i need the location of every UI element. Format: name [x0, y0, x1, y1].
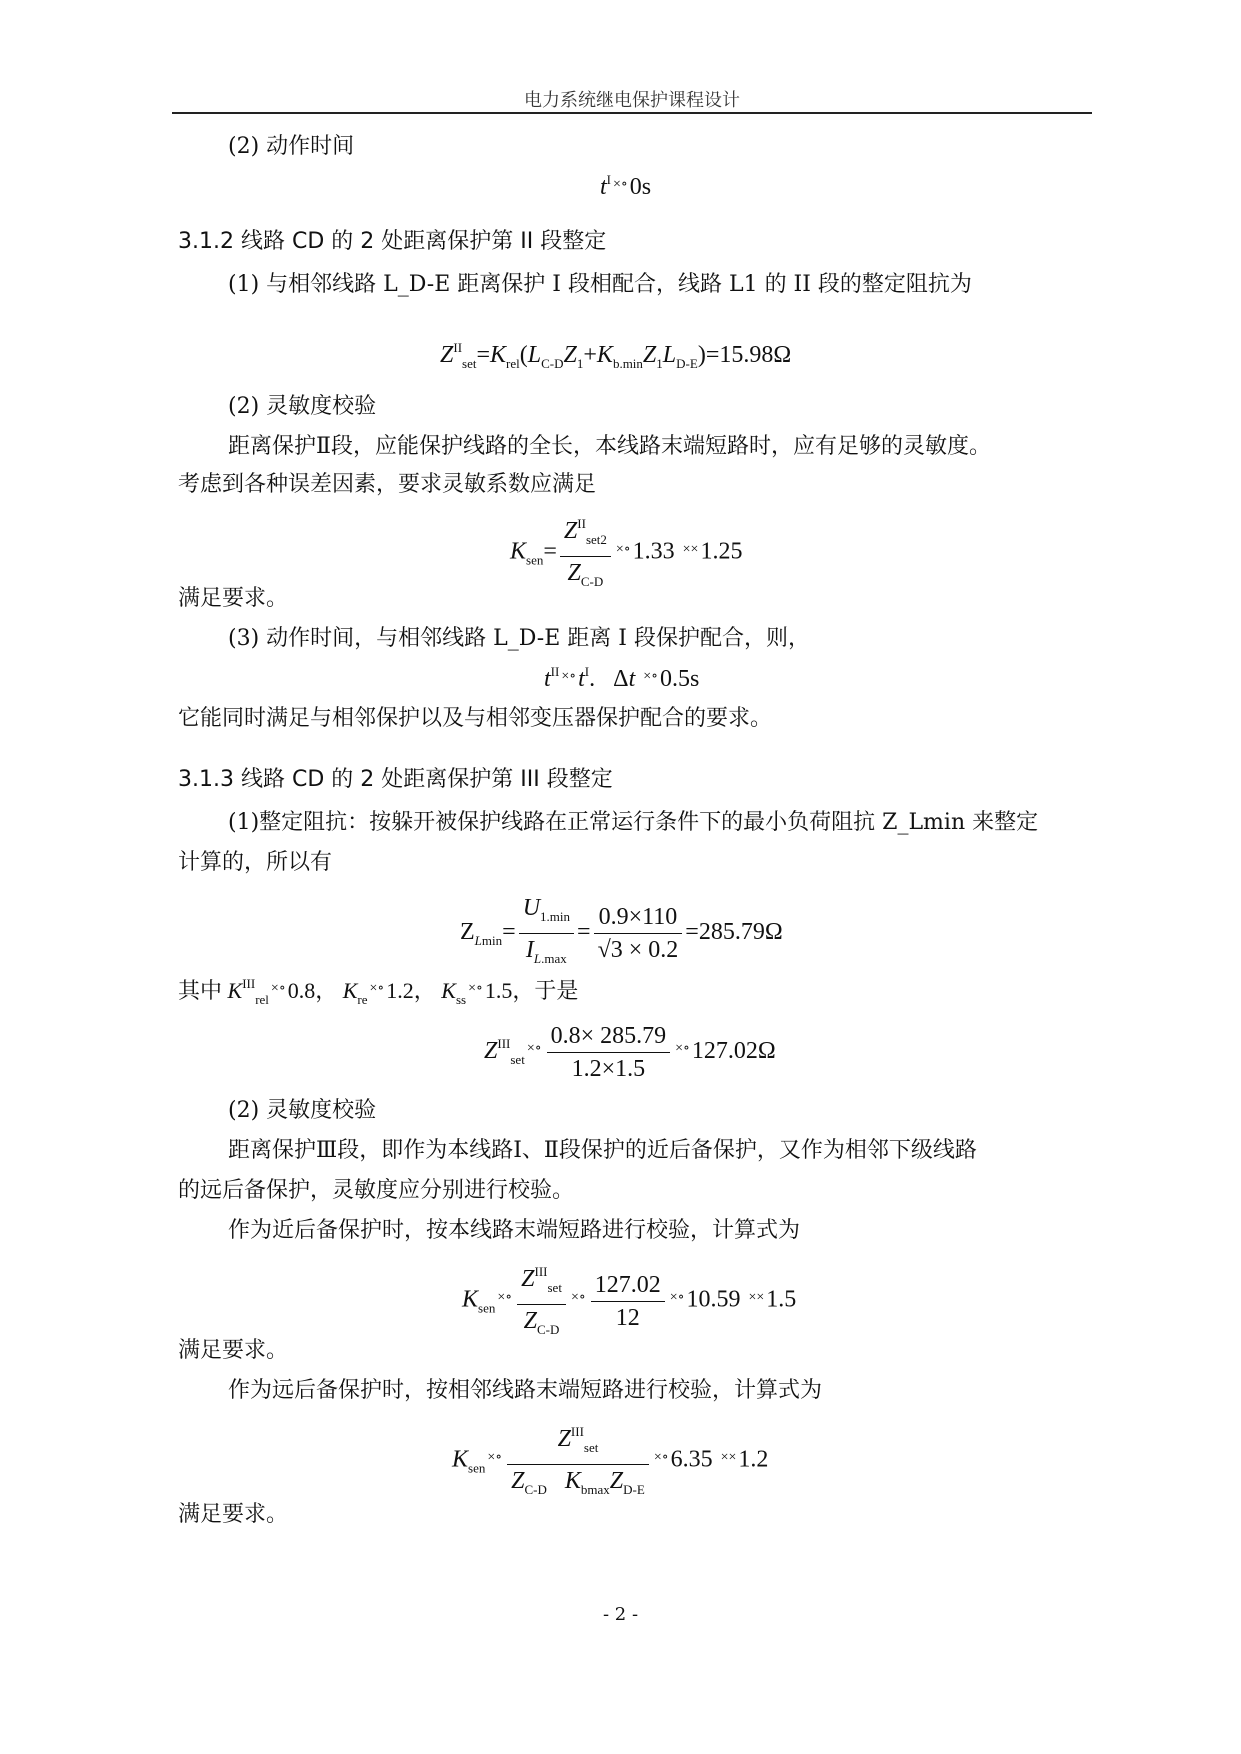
ksen-formula-1: $K_{sen}=$ $\frac{Z^{II}_{set2}}{Z_{C-D}}$ ×∘1.33 ××1.25 [510, 508, 742, 598]
ksen-limit: 1.25 [700, 538, 743, 565]
section-313-item1-line2: 计算的，所以有 [178, 850, 333, 875]
zset3-numerator: 0.8× 285.79 [547, 1020, 671, 1053]
section-313-item1-line1: (1)整定阻抗：按躲开被保护线路在正常运行条件下的最小负荷阻抗 Z_Lmin 来整定 [228, 810, 1039, 835]
zl-numerator: 0.9×110 [594, 901, 683, 934]
near-value: 10.59 [686, 1286, 741, 1313]
near-backup-text: 作为近后备保护时，按本线路末端短路进行校验，计算式为 [228, 1218, 801, 1243]
far-backup-text: 作为远后备保护时，按相邻线路末端短路进行校验，计算式为 [228, 1378, 823, 1403]
section-312-item3: (3) 动作时间，与相邻线路 L_D-E 距离 I 段保护配合，则， [228, 626, 810, 651]
satisfy-text-3: 满足要求。 [178, 1502, 289, 1527]
section-313-item2: (2) 灵敏度校验 [228, 1098, 377, 1123]
zl-denominator: 3 × 0.2 [610, 937, 679, 963]
page-header: 电力系统继电保护课程设计 [524, 90, 740, 111]
section-313-para1-line2: 的远后备保护，灵敏度应分别进行校验。 [178, 1178, 575, 1203]
t2-formula: $t^{II}$ $^{\times\circ}t^I$. Δt ×∘0.5s [544, 664, 700, 692]
zset-formula: $Z^{II}_{set}=K_{rel}(L_{C-D}Z_1+K_{b.min}Z_1L_{D-E})=15.98\Omega$ [440, 340, 792, 371]
section-313-para1-line1: 距离保护Ⅲ段，即作为本线路Ⅰ、Ⅱ段保护的近后备保护，又作为相邻下级线路 [228, 1138, 977, 1163]
far-limit: 1.2 [738, 1446, 769, 1473]
near-limit: 1.5 [766, 1286, 797, 1313]
kss-value: 1.5 [484, 978, 513, 1003]
section-312-item2: (2) 灵敏度校验 [228, 394, 377, 419]
zset3-denominator: 1.2×1.5 [571, 1056, 646, 1082]
section-313-heading: 3.1.3 线路 CD 的 2 处距离保护第 III 段整定 [178, 767, 613, 792]
near-denominator: 12 [615, 1304, 640, 1331]
zl-value: =285.79Ω [685, 919, 783, 946]
section-312-para2: 考虑到各种误差因素，要求灵敏系数应满足 [178, 472, 597, 497]
zset3-formula: $Z^{III}_{set}^{\times\circ}$ $\frac{0.8\times 285.79}{1.2\times 1.5}$ ×∘127.02Ω [484, 1020, 776, 1085]
t2-value: 0.5s [660, 666, 700, 692]
section-312-conclusion: 它能同时满足与相邻保护以及与相邻变压器保护配合的要求。 [178, 706, 773, 731]
far-value: 6.35 [670, 1446, 713, 1473]
page-number: - 2 - [602, 1604, 639, 1625]
coeff-suffix: ，于是 [512, 979, 579, 1004]
ksen-value: 1.33 [632, 538, 675, 565]
satisfy-text-2: 满足要求。 [178, 1338, 289, 1363]
coefficients-line: 其中 $K^{III}_{rel}^{\times\circ}0.8$， $K_{re}^{\times\circ}1.2$， $K_{ss}^{\times\circ}1.5$，于是 [178, 976, 579, 1007]
zset3-value: 127.02Ω [691, 1038, 776, 1065]
zlmin-formula: $Z_{Lmin}=$ $\frac{U_{1.min}}{I_{L.max}}$ = $\frac{0.9\times 110}{√3 \times 0.2}$ =285.79Ω [460, 892, 783, 975]
section-312-item1: (1) 与相邻线路 L_D-E 距离保护 I 段相配合，线路 L1 的 II 段的整定阻抗为 [228, 272, 972, 297]
near-numerator: 127.02 [591, 1269, 665, 1302]
t1-formula: $t^I$ ×∘0s [600, 172, 652, 200]
ksen-near-formula: $K_{sen}^{\times\circ}$ $\frac{Z^{III}_{set}}{Z_{C-D}}$ ×∘ $\frac{127.02}{12}$ ×∘10.59 ××1.5 [462, 1256, 796, 1346]
satisfy-text-1: 满足要求。 [178, 586, 289, 611]
kre-value: 1.2 [386, 978, 414, 1003]
header-divider [172, 112, 1092, 114]
ksen-far-formula: $K_{sen}^{\times\circ}$ $\frac{Z^{III}_{set}}{Z_{C-D} K_{bmax}Z_{D-E}}$ ×∘6.35 ××1.2 [452, 1416, 768, 1506]
krel-value: 0.8 [287, 978, 316, 1003]
item2-title: (2) 动作时间 [228, 134, 355, 159]
zset-value: =15.98Ω [705, 342, 792, 368]
section-312-para1: 距离保护Ⅱ段，应能保护线路的全长，本线路末端短路时，应有足够的灵敏度。 [228, 434, 991, 459]
coeff-prefix: 其中 [178, 979, 223, 1004]
section-312-heading: 3.1.2 线路 CD 的 2 处距离保护第 II 段整定 [178, 229, 607, 254]
